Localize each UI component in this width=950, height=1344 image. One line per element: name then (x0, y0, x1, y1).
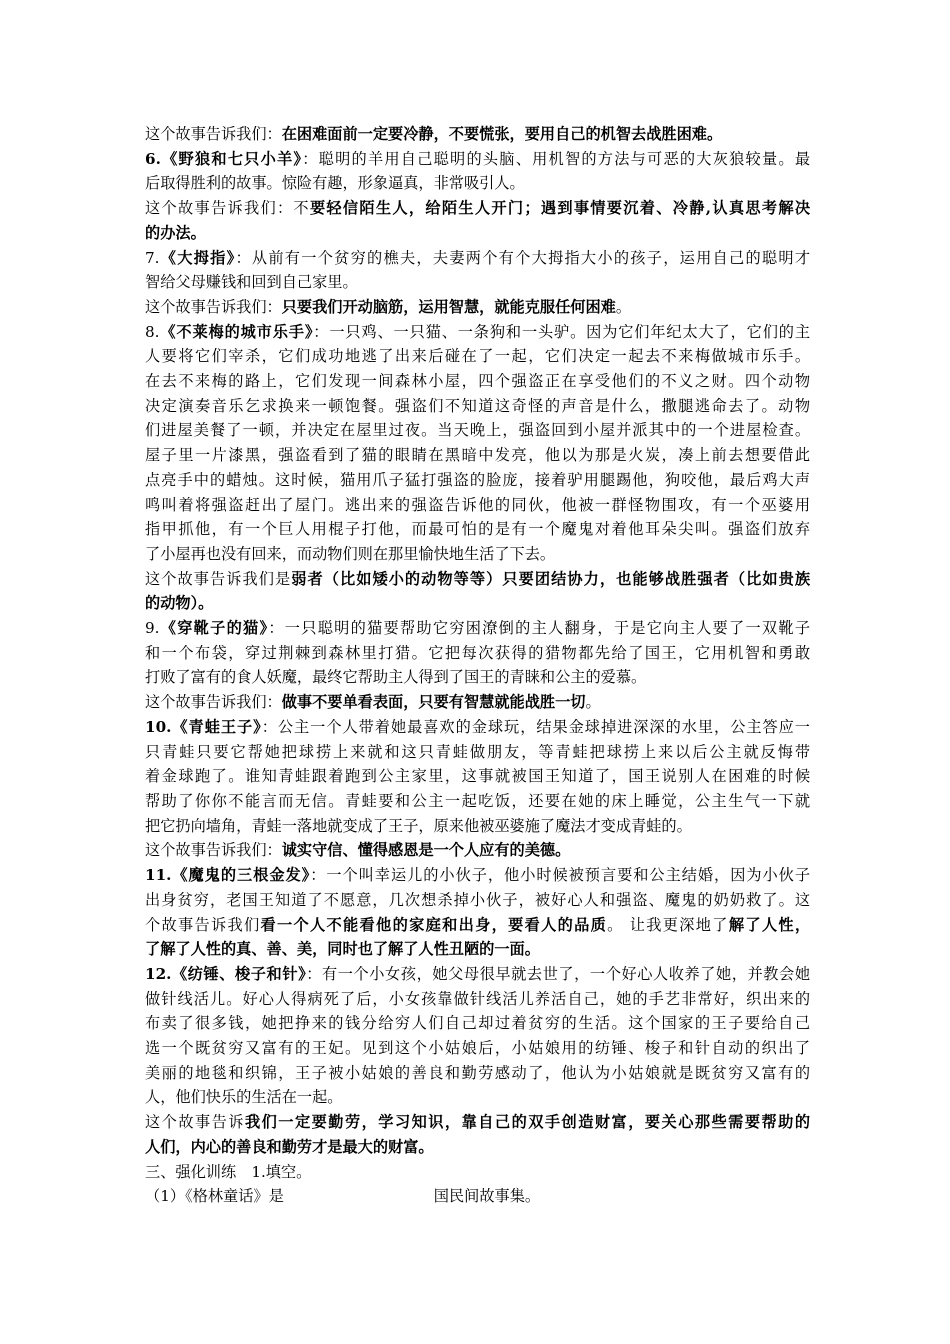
bold-text: 《大拇指》 (159, 248, 236, 267)
text-run: ：一只鸡、一只猫、一条狗和一头驴。因为它们年纪太大了，它们的主 (313, 322, 810, 341)
text-line (145, 221, 810, 246)
text-run: 。 (585, 693, 601, 712)
bold-text: 解了人性， (728, 915, 810, 934)
text-run: 人，他们快乐的生活在一起。 (145, 1088, 343, 1107)
text-run: 人要将它们宰杀，它们成功地逃了出来后碰在了一起，它们决定一起去不来梅做城市乐手。 (145, 347, 810, 366)
bold-text: 11.《魔鬼的三根金发》 (145, 866, 311, 885)
text-run: ：有一个小女孩，她父母很早就去世了，一个好心人收养了她，并教会她 (306, 964, 810, 983)
text-line (145, 1110, 810, 1135)
text-run: 国民间故事集。 (433, 1187, 541, 1206)
text-run: 们进屋美餐了一顿，并决定在屋里过夜。当天晚上，强盗回到小屋并派其中的一个进屋检查。 (145, 421, 810, 440)
text-line (145, 962, 810, 987)
text-line (145, 1160, 810, 1185)
text-run: 打败了富有的食人妖魔，最终它帮助主人得到了国王的青睐和公主的爱慕。 (145, 668, 647, 687)
bold-text: 的办法。 (145, 223, 206, 242)
text-run: 这个故事告诉我们：不 (145, 199, 310, 218)
bold-text: 只要我们开动脑筋，运用智慧，就能克服任何困难 (281, 297, 616, 316)
text-line (145, 1036, 810, 1061)
text-line (145, 517, 810, 542)
text-line (145, 616, 810, 641)
text-line (145, 641, 810, 666)
text-line (145, 171, 810, 196)
bold-text: 弱者（比如矮小的动物等等）只要团结协力，也能够战胜强者（比如贵族 (291, 569, 810, 588)
text-line (145, 937, 810, 962)
text-line (145, 789, 810, 814)
bold-text: 的动物）。 (145, 594, 214, 613)
text-line (145, 1184, 810, 1209)
text-run: 鸣叫着将强盗赶出了屋门。逃出来的强盗告诉他的同伙，他被一群怪物围攻，有一个巫婆用 (145, 495, 810, 514)
text-run: 8. (145, 322, 160, 341)
text-run: 了小屋再也没有回来，而动物们则在那里愉快地生活了下去。 (145, 544, 556, 563)
text-line (145, 987, 810, 1012)
text-run: 在去不来梅的路上，它们发现一间森林小屋，四个强盗正在享受他们的不义之财。四个动物 (145, 372, 810, 391)
text-line (145, 468, 810, 493)
text-line (145, 246, 810, 271)
text-run: 点亮手中的蜡烛。这时候，猫用爪子猛打强盗的脸庞，接着驴用腿踢他，狗咬他，最后鸡大声 (145, 470, 810, 489)
text-line (145, 196, 810, 221)
text-run: 9. (145, 619, 160, 638)
text-run: 智给父母赚钱和回到自己家里。 (145, 273, 358, 292)
bold-text: 看一个人不能看他的家庭和出身，要看人的品质 (260, 915, 608, 934)
text-run: 和一个布袋，穿过荆棘到森林里打猎。它把每次获得的猎物都先给了国王，它用机智和勇敢 (145, 643, 810, 662)
text-run: 只青蛙只要它帮她把球捞上来就和这只青蛙做朋友，等青蛙把球捞上来以后公主就反悔带 (145, 742, 810, 761)
text-run: 布卖了很多钱，她把挣来的钱分给穷人们自己却过着贫穷的生活。这个国家的王子要给自己 (145, 1014, 810, 1033)
text-run: 7. (145, 248, 160, 267)
bold-text: 10.《青蛙王子》 (145, 717, 262, 736)
bold-text: 在困难面前一定要冷静，不要慌张，要用自己的机智去战胜困难。 (281, 125, 723, 143)
text-run: ：一只聪明的猫要帮助它穷困潦倒的主人翻身，于是它向主人要了一双靴子 (268, 619, 810, 638)
text-line (145, 591, 810, 616)
text-line (145, 1011, 810, 1036)
text-line (145, 1085, 810, 1110)
text-line (145, 295, 810, 320)
text-run: 。 让我更深地了 (607, 915, 729, 934)
text-run: 屋子里一片漆黑，强盗看到了猫的眼睛在黑暗中发亮，他以为那是火炭，凑上前去想要借此 (145, 446, 810, 465)
text-run: 后取得胜利的故事。惊险有趣，形象逼真，非常吸引人。 (145, 174, 525, 193)
text-line (145, 394, 810, 419)
text-run: 这个故事告诉我们： (145, 693, 282, 712)
text-run: 着金球跑了。谁知青蛙跟着跑到公主家里，这事就被国王知道了，国王说别人在困难的时候 (145, 767, 810, 786)
bold-text: 诚实守信、懂得感恩是一个人应有的美德。 (281, 841, 571, 860)
text-line (145, 493, 810, 518)
text-run: 出身贫穷，老国王知道了不愿意，几次想杀掉小伙子，被好心人和强盗、魔鬼的奶奶救了。这 (145, 890, 810, 909)
text-run: ：聪明的羊用自己聪明的头脑、用机智的方法与可恶的大灰狼较量。最 (302, 149, 810, 168)
text-line (145, 1135, 810, 1160)
bold-text: 人们，内心的善良和勤劳才是最大的财富。 (145, 1137, 434, 1156)
text-run: 选一个既贫穷又富有的王妃。见到这个小姑娘后，小姑娘用的纺锤、梭子和针自动的织出了 (145, 1039, 810, 1058)
text-run: 这个故事告诉我们： (145, 125, 282, 143)
bold-text: 了解了人性的真、善、美，同时也了解了人性丑陋的一面。 (145, 940, 540, 959)
bold-text: 12.《纺锤、梭子和针》 (145, 964, 307, 983)
text-line (145, 913, 810, 938)
text-line (145, 665, 810, 690)
bold-text: 《不莱梅的城市乐手》 (159, 322, 314, 341)
text-run: 这个故事告诉 (145, 1113, 245, 1132)
text-line (145, 320, 810, 345)
text-run: 这个故事告诉我们是 (145, 569, 292, 588)
bold-text: 《穿靴子的猫》 (159, 619, 269, 638)
text-run: （1）《格林童话》是 (145, 1187, 284, 1206)
text-line (145, 690, 810, 715)
text-line (145, 1061, 810, 1086)
text-run: 。 (615, 297, 631, 316)
text-run: 帮助了你你不能言而无信。青蛙要和公主一起吃饭，还要在她的床上睡觉，公主生气一下就 (145, 791, 810, 810)
text-line (145, 270, 810, 295)
text-line (145, 567, 810, 592)
text-line (145, 418, 810, 443)
text-line (145, 147, 810, 172)
text-line (145, 740, 810, 765)
text-line (145, 888, 810, 913)
text-line (145, 715, 810, 740)
text-run: ：一个叫幸运儿的小伙子，他小时候被预言要和公主结婚，因为小伙子 (310, 866, 810, 885)
bold-text: 6.《野狼和七只小羊》 (145, 149, 303, 168)
text-run: 做针线活儿。好心人得病死了后，小女孩靠做针线活儿养活自己，她的手艺非常好，织出来的 (145, 989, 810, 1008)
text-line (145, 542, 810, 567)
text-run: 三、强化训练 1.填空。 (145, 1162, 312, 1181)
text-run: 美丽的地毯和织锦，王子被小姑娘的善良和勤劳感动了，他认为小姑娘就是既贫穷又富有的 (145, 1063, 810, 1082)
text-run: 个故事告诉我们 (145, 915, 261, 934)
text-line (145, 443, 810, 468)
document-body (145, 122, 810, 1209)
text-line (145, 369, 810, 394)
text-run: 这个故事告诉我们： (145, 297, 282, 316)
text-line (145, 863, 810, 888)
text-run: 指甲抓他，有一个巨人用棍子打他，而最可怕的是有一个魔鬼对着他耳朵尖叫。强盗们放弃 (145, 520, 810, 539)
text-run: ：从前有一个贫穷的樵夫，夫妻两个有个大拇指大小的孩子，运用自己的聪明才 (235, 248, 810, 267)
text-run: ：公主一个人带着她最喜欢的金球玩，结果金球掉进深深的水里，公主答应一 (261, 717, 810, 736)
bold-text: 我们一定要勤劳，学习知识，靠自己的双手创造财富，要关心那些需要帮助的 (244, 1113, 810, 1132)
text-line (145, 814, 810, 839)
bold-text: 要轻信陌生人，给陌生人开门；遇到事情要沉着、冷静,认真思考解决 (309, 199, 810, 218)
text-line (145, 344, 810, 369)
text-run: 把它扔向墙角，青蛙一落地就变成了王子，原来他被巫婆施了魔法才变成青蛙的。 (145, 816, 692, 835)
text-line (145, 838, 810, 863)
text-line (145, 764, 810, 789)
text-run: 决定演奏音乐乞求换来一顿饱餐。强盗们不知道这奇怪的声音是什么，撒腿逃命去了。动物 (145, 396, 810, 415)
text-line (145, 122, 810, 147)
text-run: 这个故事告诉我们： (145, 841, 282, 860)
bold-text: 做事不要单看表面，只要有智慧就能战胜一切 (281, 693, 586, 712)
